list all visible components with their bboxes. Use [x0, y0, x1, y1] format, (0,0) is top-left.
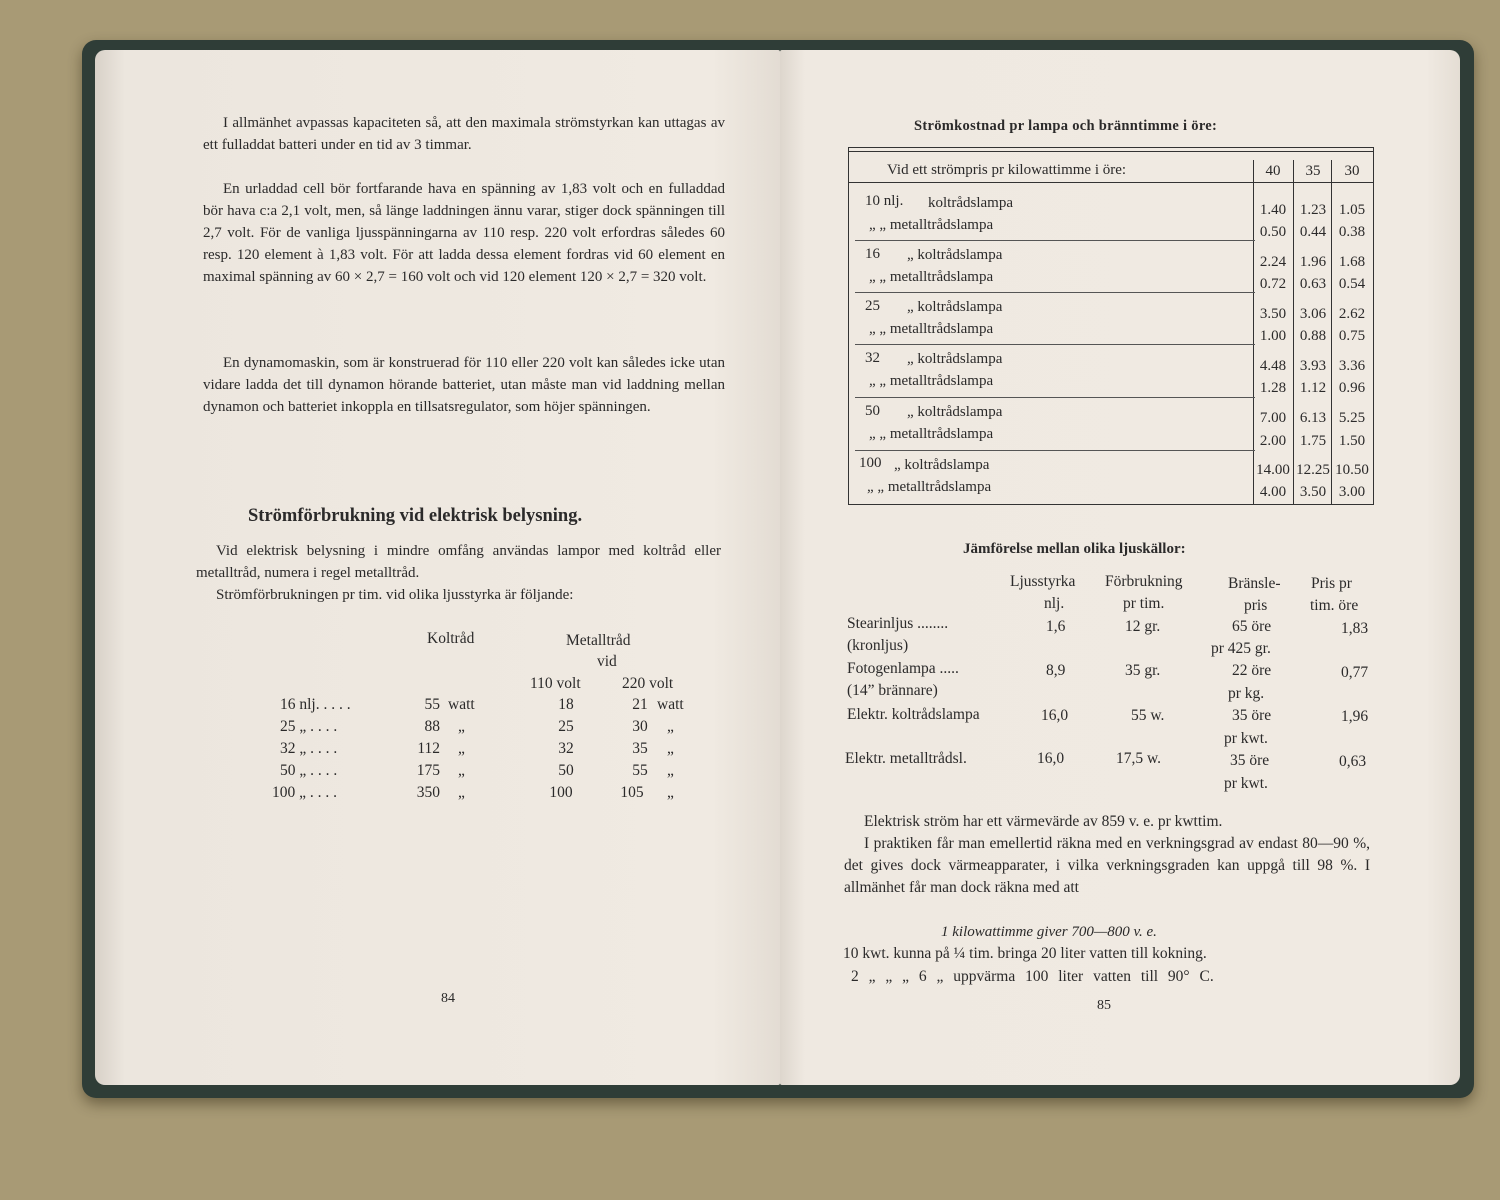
table-row: 100 „ . . . . — [272, 784, 338, 801]
col-koltrad: Koltråd — [427, 630, 475, 647]
cell-unit: „ — [667, 740, 674, 757]
comp-bran2: pr 425 gr. — [1211, 640, 1271, 657]
value-cell: 6.13 — [1299, 410, 1327, 426]
value-cell: 7.00 — [1259, 410, 1287, 426]
hdr-prispr: Pris pr — [1311, 575, 1352, 592]
cell-koltrad: 55 — [424, 696, 440, 713]
group-rule — [855, 292, 1255, 293]
cell-220: 30 — [632, 718, 648, 735]
table-row: 50 „ . . . . — [280, 762, 338, 779]
group-label: 16 — [865, 246, 880, 262]
cell-unit: watt — [448, 696, 475, 713]
lamp-metalltrad: „ „ metalltrådslampa — [869, 426, 994, 442]
italic-formula: 1 kilowattimme giver 700—800 v. e. — [941, 924, 1157, 940]
cell-koltrad: 112 — [417, 740, 440, 757]
value-cell: 1.00 — [1259, 328, 1287, 344]
cell-220: 105 — [620, 784, 644, 801]
value-cell: 1.23 — [1299, 202, 1327, 218]
cell-220: 21 — [632, 696, 648, 713]
cell-unit: „ — [667, 718, 674, 735]
header-rule — [849, 182, 1373, 183]
value-cell: 0.38 — [1338, 224, 1366, 240]
comp-bran2: pr kg. — [1228, 685, 1265, 702]
table-top-rule — [849, 151, 1373, 152]
lamp-metalltrad: „ „ metalltrådslampa — [869, 373, 994, 389]
col-vid: vid — [597, 653, 617, 670]
value-cell: 3.50 — [1259, 306, 1287, 322]
value-cell: 10.50 — [1335, 462, 1369, 478]
col-110: 110 volt — [530, 675, 581, 692]
value-cell: 4.48 — [1259, 358, 1287, 374]
col-220: 220 volt — [622, 675, 674, 692]
value-cell: 2.24 — [1259, 254, 1287, 270]
group-rule — [855, 344, 1255, 345]
value-cell: 3.50 — [1299, 484, 1327, 500]
lamp-metalltrad: „ „ metalltrådslampa — [869, 321, 994, 337]
value-cell: 0.75 — [1338, 328, 1366, 344]
value-cell: 2.00 — [1259, 433, 1287, 449]
price-40: 40 — [1265, 163, 1281, 179]
cell-220: 55 — [632, 762, 648, 779]
comp-bran: 22 öre — [1232, 662, 1272, 679]
cell-unit: „ — [667, 762, 674, 779]
cell-110: 18 — [558, 696, 574, 713]
value-cell: 1.50 — [1338, 433, 1366, 449]
group-label: 100 — [859, 455, 882, 471]
cost-table — [848, 147, 1374, 505]
lamp-koltrad: „ koltrådslampa — [907, 351, 1003, 367]
value-cell: 0.96 — [1338, 380, 1366, 396]
page-number-left: 84 — [441, 991, 455, 1006]
comp-row-name2: (kronljus) — [847, 637, 909, 654]
value-cell: 12.25 — [1296, 462, 1330, 478]
cell-220: 35 — [632, 740, 648, 757]
lamp-koltrad: „ koltrådslampa — [907, 247, 1003, 263]
table-row: 16 nlj. . . . . — [280, 696, 351, 713]
paragraph-lamps: Vid elektrisk belysning i mindre omfång användas lampor med koltråd eller metalltråd, numera i regel metalltråd. — [196, 543, 721, 581]
comp-ljus: 1,6 — [1046, 618, 1066, 635]
cell-unit: „ — [458, 718, 465, 735]
lamp-koltrad: koltrådslampa — [928, 195, 1013, 211]
hdr-forbrukning: Förbrukning — [1105, 573, 1183, 590]
table-header: Vid ett strömpris pr kilowattimme i öre: — [887, 162, 1127, 178]
lamp-koltrad: „ koltrådslampa — [894, 457, 990, 473]
group-rule — [855, 450, 1255, 451]
table-title: Strömkostnad pr lampa och bränntimme i öre: — [914, 118, 1218, 134]
value-cell: 0.72 — [1259, 276, 1287, 292]
comp-row-name: Stearinljus ........ — [847, 615, 949, 632]
comp-bran: 35 öre — [1230, 752, 1270, 769]
value-cell: 0.88 — [1299, 328, 1327, 344]
paragraph-capacity: I allmänhet avpassas kapaciteten så, att den maximala strömstyrkan kan uttagas av ett fulladdat batteri under en tid av 3 timmar. — [203, 115, 725, 153]
cell-110: 32 — [558, 740, 574, 757]
paragraph-efficiency: I praktiken får man emellertid räkna med en verkningsgrad av endast 80—90 %, det gives dock värmeapparater, i vilka verkningsgraden kan uppgå till 98 %. I allmänhet får man dock räkna med att — [844, 835, 1370, 896]
lamp-metalltrad: „ „ metalltrådslampa — [869, 217, 994, 233]
cell-unit: „ — [667, 784, 674, 801]
group-label: 32 — [865, 350, 880, 366]
comp-pris: 1,96 — [1341, 708, 1369, 725]
lamp-metalltrad: „ „ metalltrådslampa — [869, 269, 994, 285]
comp-ljus: 16,0 — [1037, 750, 1065, 767]
group-rule — [855, 397, 1255, 398]
col-metalltrad: Metalltråd — [566, 632, 631, 649]
comp-bran: 35 öre — [1232, 707, 1272, 724]
cell-koltrad: 350 — [416, 784, 440, 801]
comp-bran2: pr kwt. — [1224, 730, 1268, 747]
value-cell: 1.75 — [1299, 433, 1327, 449]
cell-110: 100 — [549, 784, 573, 801]
comp-row-name: Elektr. metalltrådsl. — [845, 750, 967, 767]
price-30: 30 — [1344, 163, 1360, 179]
comp-forb: 35 gr. — [1125, 662, 1161, 679]
comp-pris: 1,83 — [1341, 620, 1369, 637]
comp-row-name2: (14” brännare) — [847, 682, 938, 699]
hdr-pris: pris — [1244, 597, 1268, 614]
value-cell: 1.28 — [1259, 380, 1287, 396]
cell-unit: „ — [458, 784, 465, 801]
group-label: 10 nlj. — [865, 193, 904, 209]
group-label: 50 — [865, 403, 880, 419]
price-35: 35 — [1305, 163, 1321, 179]
comp-pris: 0,63 — [1339, 753, 1367, 770]
value-cell: 1.68 — [1338, 254, 1366, 270]
paragraph-dynamo: En dynamomaskin, som är konstruerad för 110 eller 220 volt kan således icke utan vidare ladda det till dynamon hörande batteriet, utan måste man vid laddning mellan dynamon och batteriet inkoppla en tillsatsregulator, som höjer spänningen. — [203, 355, 725, 415]
hdr-prtim: pr tim. — [1123, 595, 1165, 612]
paragraph-voltage: En urladdad cell bör fortfarande hava en spänning av 1,83 volt och en fulladdad bör hava c:a 2,1 volt, men, så länge laddningen ännu varar, stiger dock spänningen till 2,7 volt. För de vanliga ljusspänningarna av 110 resp. 220 volt erfordras således 60 resp. 120 element à 1,83 volt. För att ladda dessa element fordras vid 60 element en maximal spänning av 60 × 2,7 = 160 volt och vid 120 element 120 × 2,7 = 320 volt. — [203, 181, 725, 285]
comp-bran: 65 öre — [1232, 618, 1272, 635]
value-cell: 2.62 — [1338, 306, 1366, 322]
cell-koltrad: 88 — [424, 718, 440, 735]
comp-forb: 12 gr. — [1125, 618, 1161, 635]
value-cell: 5.25 — [1338, 410, 1366, 426]
table-row: 32 „ . . . . — [280, 740, 338, 757]
comp-row-name: Elektr. koltrådslampa — [847, 706, 980, 723]
comp-pris: 0,77 — [1341, 664, 1369, 681]
cell-unit: „ — [458, 740, 465, 757]
cell-unit: „ — [458, 762, 465, 779]
table-row: 25 „ . . . . — [280, 718, 338, 735]
lamp-koltrad: „ koltrådslampa — [907, 299, 1003, 315]
value-cell: 1.40 — [1259, 202, 1287, 218]
cell-110: 25 — [558, 718, 574, 735]
value-cell: 0.63 — [1299, 276, 1327, 292]
cell-unit: watt — [657, 696, 684, 713]
value-cell: 0.44 — [1299, 224, 1327, 240]
value-cell: 3.06 — [1299, 306, 1327, 322]
value-cell: 1.12 — [1299, 380, 1327, 396]
comparison-title: Jämförelse mellan olika ljuskällor: — [963, 541, 1186, 557]
cell-koltrad: 175 — [416, 762, 440, 779]
comp-row-name: Fotogenlampa ..... — [847, 660, 959, 677]
comp-bran2: pr kwt. — [1224, 775, 1268, 792]
section-heading: Strömförbrukning vid elektrisk belysning. — [248, 506, 583, 526]
lamp-koltrad: „ koltrådslampa — [907, 404, 1003, 420]
group-rule — [855, 240, 1255, 241]
group-label: 25 — [865, 298, 880, 314]
cell-110: 50 — [558, 762, 574, 779]
hdr-nlj: nlj. — [1044, 595, 1065, 612]
value-cell: 3.93 — [1299, 358, 1327, 374]
value-cell: 0.50 — [1259, 224, 1287, 240]
hdr-bransle: Bränsle- — [1228, 575, 1281, 592]
value-cell: 14.00 — [1256, 462, 1290, 478]
comp-ljus: 16,0 — [1041, 707, 1069, 724]
comp-forb: 55 w. — [1131, 707, 1165, 724]
value-cell: 0.54 — [1338, 276, 1366, 292]
value-cell: 4.00 — [1259, 484, 1287, 500]
hdr-timore: tim. öre — [1310, 597, 1359, 614]
paragraph-consumption: Strömförbrukningen pr tim. vid olika ljusstyrka är följande: — [216, 587, 574, 603]
line-10-kwt: 10 kwt. kunna på ¼ tim. bringa 20 liter vatten till kokning. — [843, 945, 1207, 962]
value-cell: 1.96 — [1299, 254, 1327, 270]
value-cell: 1.05 — [1338, 202, 1366, 218]
value-cell: 3.00 — [1338, 484, 1366, 500]
line-2-kwt: 2 „ „ „ 6 „ uppvärma 100 liter vatten till 90° C. — [851, 968, 1214, 985]
comp-ljus: 8,9 — [1046, 662, 1066, 679]
paragraph-heat-value: Elektrisk ström har ett värmevärde av 859 v. e. pr kwttim. — [864, 813, 1223, 830]
hdr-ljusstyrka: Ljusstyrka — [1010, 573, 1076, 590]
value-cell: 3.36 — [1338, 358, 1366, 374]
comp-forb: 17,5 w. — [1116, 750, 1162, 767]
page-number-right: 85 — [1097, 998, 1111, 1013]
lamp-metalltrad: „ „ metalltrådslampa — [867, 479, 992, 495]
